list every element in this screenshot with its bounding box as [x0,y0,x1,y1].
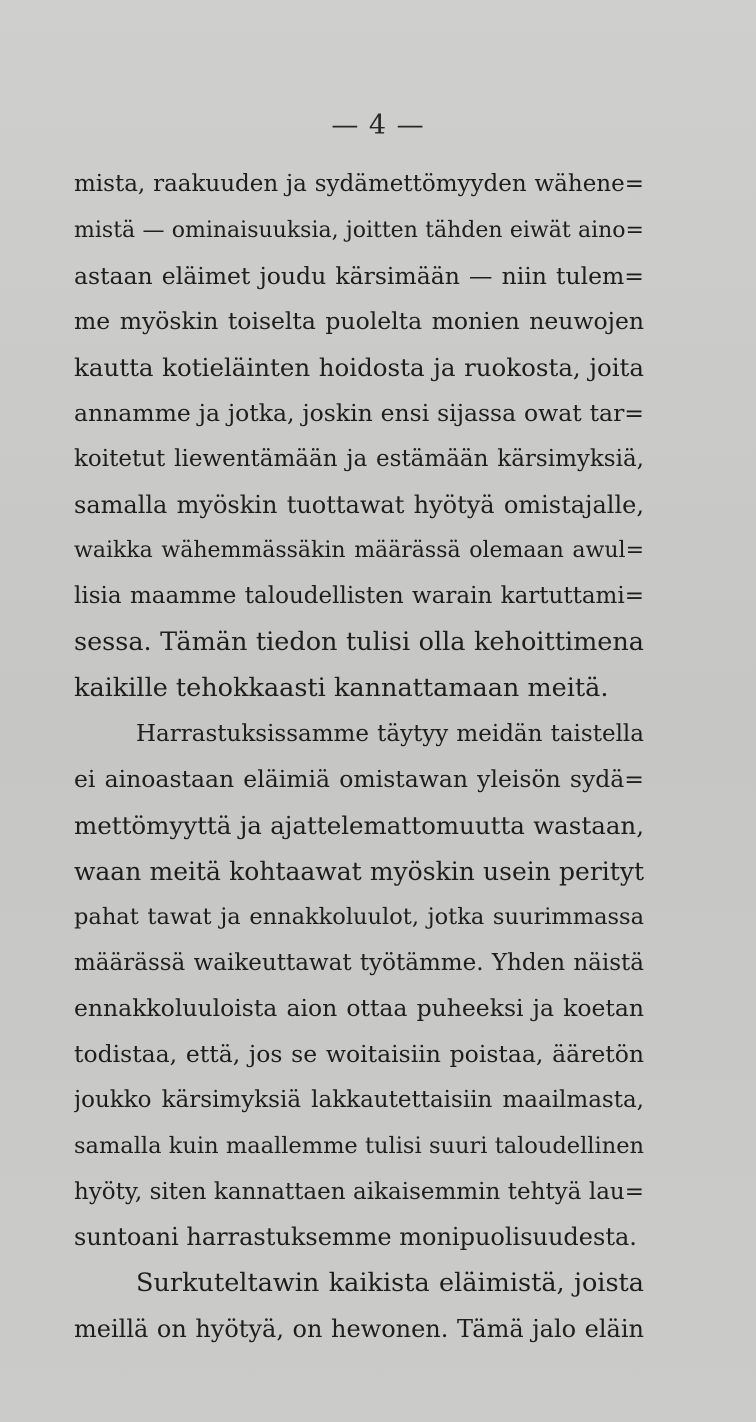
text-line: ennakkoluuloista aion ottaa puheeksi ja koetan [74,994,644,1023]
text-line: mettömyyttä ja ajattelemattomuutta wastaan, [74,811,644,841]
text-line: mistä — ominaisuuksia, joitten tähden eiwät aino= [74,217,644,243]
text-line: koitetut liewentämään ja estämään kärsimyksiä, [74,445,644,472]
text-line: meillä on hyötyä, on hewonen. Tämä jalo eläin [74,1314,644,1343]
text-line: pahat tawat ja ennakkoluulot, jotka suurimmassa [74,903,644,930]
text-line: waikka wähemmässäkin määrässä olemaan awul= [74,538,644,564]
text-line: määrässä waikeuttawat työtämme. Yhden näistä [74,949,644,976]
text-line: astaan eläimet joudu kärsimään — niin tulem= [74,261,644,290]
page-number: — 4 — [331,110,425,141]
body-text [74,162,644,1353]
text-line: kautta kotieläinten hoidosta ja ruokosta, joita [74,353,644,383]
text-line: waan meitä kohtaawat myöskin usein perityt [74,856,644,886]
text-line: lisia maamme taloudellisten warain kartuttami= [74,583,644,610]
text-line: sessa. Tämän tiedon tulisi olla kehoittimena [74,626,644,657]
text-line: samalla myöskin tuottawat hyötyä omistajalle, [74,490,644,519]
text-line: mista, raakuuden ja sydämettömyyden wähene= [74,171,644,197]
text-line: todistaa, että, jos se woitaisiin poistaa, ääretön [74,1040,644,1069]
text-line: kaikille tehokkaasti kannattamaan meitä. [74,672,609,703]
text-line: me myöskin toiselta puolelta monien neuwojen [74,307,644,336]
text-line: annamme ja jotka, joskin ensi sijassa owat tar= [74,398,644,427]
text-line: ei ainoastaan eläimiä omistawan yleisön sydä= [74,765,644,794]
text-line: hyöty, siten kannattaen aikaisemmin tehtyä lau= [74,1178,644,1205]
text-line: joukko kärsimyksiä lakkautettaisiin maailmasta, [74,1086,644,1113]
text-line: samalla kuin maallemme tulisi suuri taloudellinen [74,1132,644,1159]
text-line: Surkuteltawin kaikista eläimistä, joista [136,1268,644,1299]
text-line: suntoani harrastuksemme monipuolisuudesta. [74,1223,637,1252]
text-line: Harrastuksissamme täytyy meidän taistella [136,720,644,747]
